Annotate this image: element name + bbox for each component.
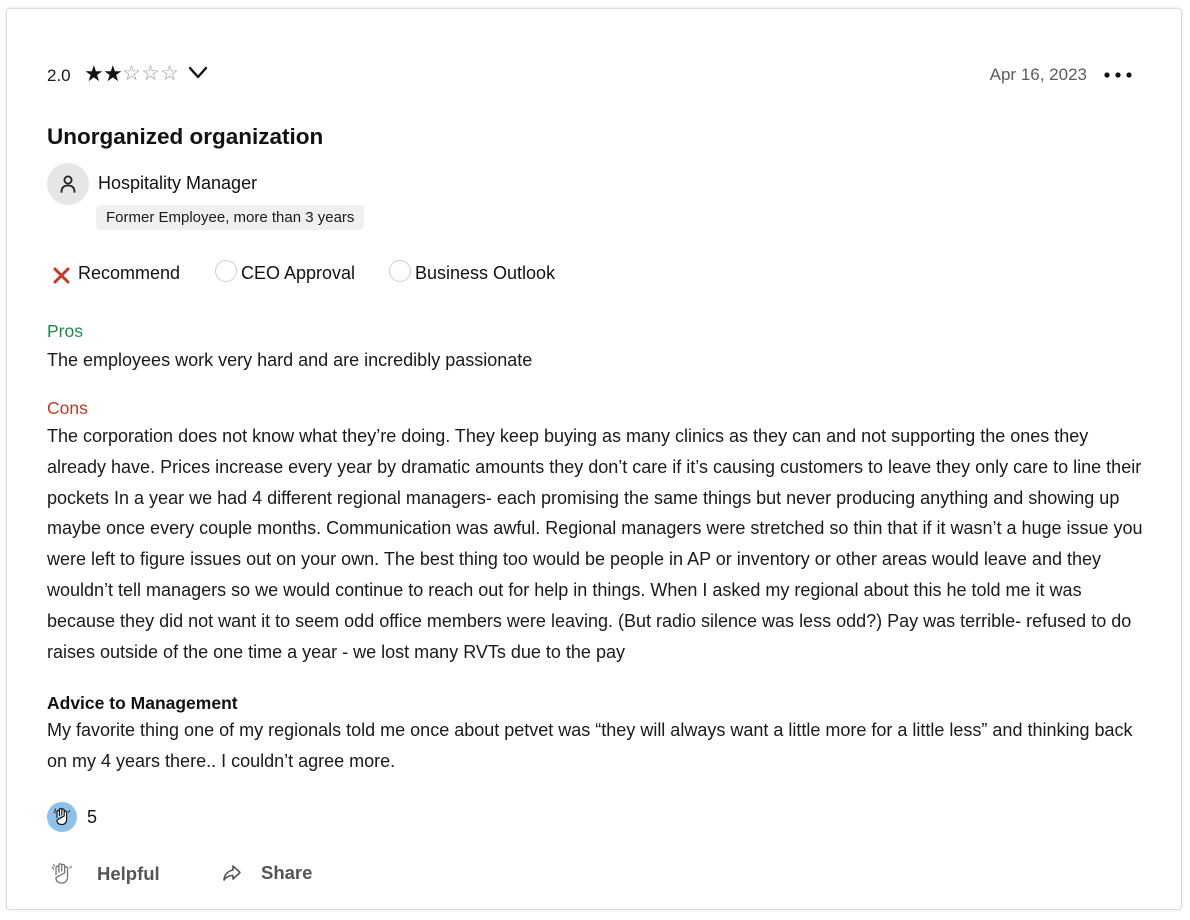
author-job-title: Hospitality Manager — [98, 173, 258, 193]
business-outlook-rating — [389, 263, 555, 284]
star-filled-icon: ★ — [103, 61, 123, 86]
business-outlook-label: Business Outlook — [415, 263, 556, 283]
reaction-count: 5 — [87, 807, 98, 827]
pros-text: The employees work very hard and are incredibly passionate — [47, 350, 533, 370]
cons-heading: Cons — [47, 398, 88, 418]
helpful-label: Helpful — [97, 863, 160, 884]
review-card — [6, 8, 1182, 910]
share-label: Share — [261, 862, 313, 883]
reaction-summary — [47, 802, 247, 834]
cons-text: The corporation does not know what they’re doing. They keep buying as many clinics as they can and not supporting the ones they already have. Prices increase every year by dramatic amounts they don’t care if it’s causing customers to leave they only care to line their pockets In a year we had 4 different regional managers- each promising the same things but never producing anything and showing up maybe once every couple months. Communication was awful. Regional managers were stretched so thin that if it wasn’t a huge issue you were left to figure issues out on your own. The best thing too would be people in AP or inventory or other areas would leave and they wouldn’t tell managers so we would continue to reach out for help in things. When I asked my regional about this he told me it was because they did not want it to seem odd office members were leaving. (But radio silence was less odd?) Pay was terrible- refused to do raises outside of the one time a year - we lost many RVTs due to the pay — [47, 426, 1143, 662]
ceo-approval-label: CEO Approval — [241, 263, 356, 283]
x-icon — [53, 267, 70, 284]
advice-heading: Advice to Management — [47, 693, 238, 713]
recommend-rating — [53, 263, 180, 284]
reaction-bubble — [47, 802, 77, 832]
review-date: Apr 16, 2023 — [989, 65, 1087, 84]
advice-text: My favorite thing one of my regionals told me once about petvet was “they will always want a little more for a little less” and thinking back on my 4 years there.. I couldn’t agree more. — [47, 720, 1133, 771]
ceo-approval-rating — [215, 263, 355, 284]
review-header — [47, 61, 1139, 89]
person-icon — [59, 174, 77, 194]
circle-icon — [215, 260, 237, 282]
star-empty-icon: ☆ — [122, 62, 141, 85]
pros-heading: Pros — [47, 321, 83, 341]
sentiment-ratings — [47, 263, 747, 293]
more-options-icon[interactable] — [1103, 69, 1133, 81]
clap-icon — [51, 862, 73, 886]
review-title: Unorganized organization — [47, 124, 324, 149]
chevron-down-icon[interactable] — [187, 64, 209, 82]
circle-icon — [389, 260, 411, 282]
share-button[interactable] — [221, 862, 312, 884]
star-filled-icon: ★ — [84, 61, 104, 86]
avatar — [47, 163, 89, 205]
overall-rating: 2.0 — [47, 66, 71, 85]
author-info — [47, 163, 647, 243]
employment-status-badge: Former Employee, more than 3 years — [96, 205, 364, 230]
helpful-button[interactable] — [51, 862, 160, 886]
share-icon — [221, 863, 243, 883]
recommend-label: Recommend — [78, 263, 181, 283]
review-actions — [47, 862, 447, 894]
star-empty-icon: ☆ — [160, 62, 179, 85]
star-rating — [84, 61, 179, 87]
star-empty-icon: ☆ — [141, 62, 160, 85]
clap-icon — [53, 807, 71, 827]
